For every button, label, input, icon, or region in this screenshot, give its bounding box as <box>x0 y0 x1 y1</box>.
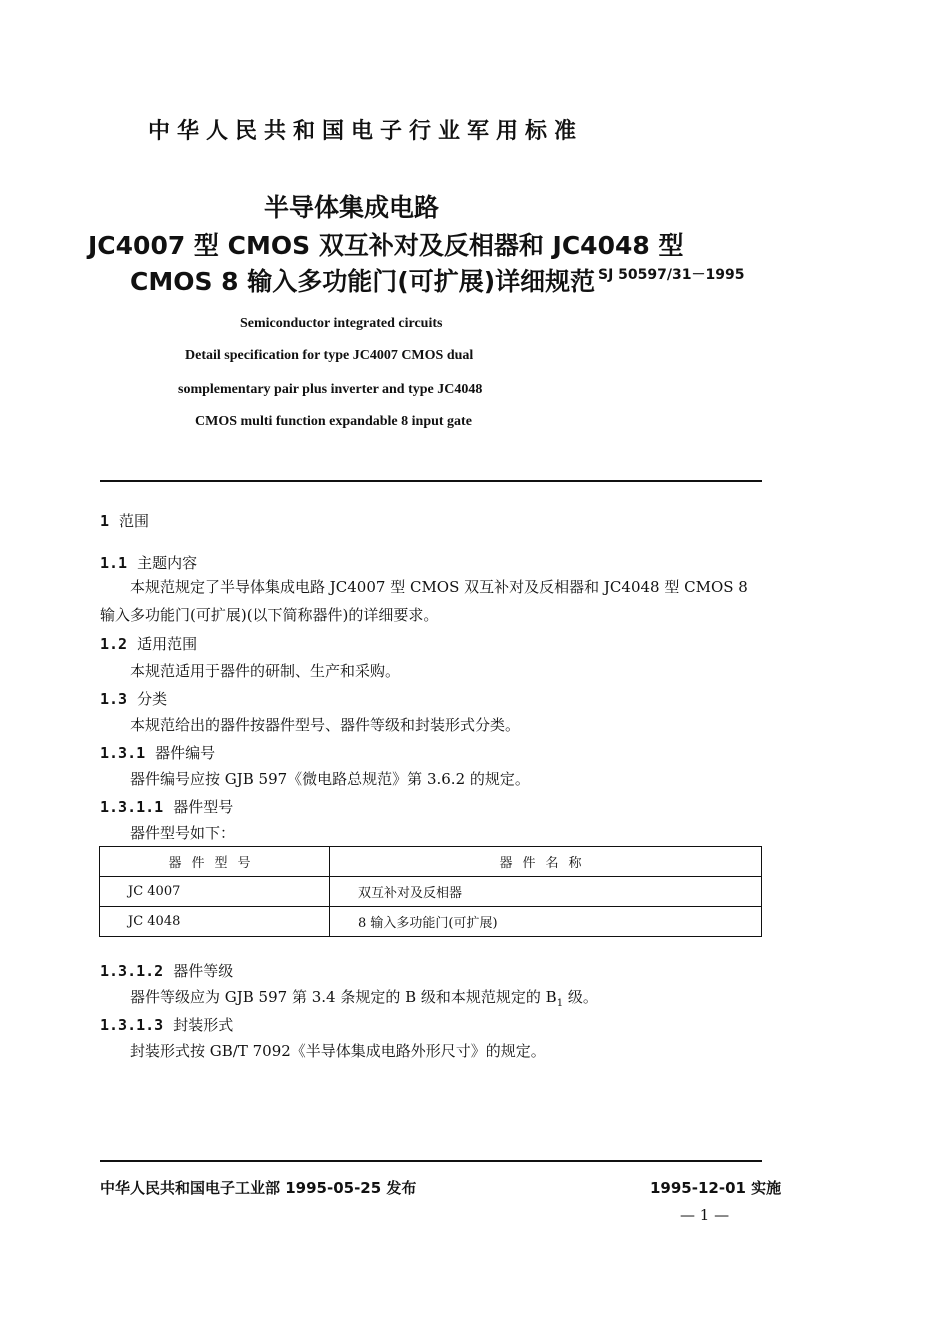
issue-date: 中华人民共和国电子工业部 1995-05-25 发布 <box>100 1179 417 1197</box>
title-en-line2: Detail specification for type JC4007 CMOS dual <box>185 348 474 363</box>
title-en-line4: CMOS multi function expandable 8 input gate <box>195 414 472 429</box>
table-cell-name: 双互补对及反相器 <box>330 877 762 907</box>
effective-date: 1995-12-01 实施 <box>650 1179 782 1197</box>
table-cell-type: JC 4007 <box>100 877 330 907</box>
title-en-line3: somplementary pair plus inverter and type JC4048 <box>178 382 483 397</box>
section-1-3-1-1-title: 器件型号 <box>173 798 234 816</box>
section-1-2-text: 本规范适用于器件的研制、生产和采购。 <box>130 662 401 680</box>
grade-text-after: 级。 <box>563 988 598 1006</box>
section-1-3-1-text: 器件编号应按 GJB 597《微电路总规范》第 3.6.2 的规定。 <box>130 770 530 788</box>
section-1-3-1-1-number: 1.3.1.1 <box>100 798 164 816</box>
table-row <box>100 877 762 907</box>
footer-divider <box>100 1160 762 1162</box>
section-1-3-1-3-text: 封装形式按 GB/T 7092《半导体集成电路外形尺寸》的规定。 <box>130 1042 546 1060</box>
table-header-name: 器件名称 <box>330 847 762 877</box>
device-type-table <box>99 846 762 937</box>
header-divider <box>100 480 762 482</box>
section-1-2-title: 适用范围 <box>137 635 198 653</box>
standard-number: SJ 50597/31－1995 <box>598 267 745 283</box>
section-1-3-1-1-text: 器件型号如下： <box>130 824 236 842</box>
section-1-title: 范围 <box>119 512 150 530</box>
table-header-type: 器件型号 <box>100 847 330 877</box>
section-1-heading <box>100 510 149 531</box>
title-cn-line3: CMOS 8 输入多功能门(可扩展)详细规范 <box>130 267 596 296</box>
section-1-3-text: 本规范给出的器件按器件型号、器件等级和封装形式分类。 <box>130 716 521 734</box>
table-cell-type: JC 4048 <box>100 907 330 937</box>
section-1-3-1-1-heading <box>100 796 233 817</box>
section-1-3-1-3-title: 封装形式 <box>173 1016 234 1034</box>
table-cell-name: 8 输入多功能门(可扩展) <box>330 907 762 937</box>
grade-text-before: 器件等级应为 GJB 597 第 3.4 条规定的 B 级和本规范规定的 B <box>130 988 557 1006</box>
section-1-3-1-3-number: 1.3.1.3 <box>100 1016 164 1034</box>
table-row <box>100 907 762 937</box>
title-en-line1: Semiconductor integrated circuits <box>240 316 443 331</box>
section-1-1-title: 主题内容 <box>137 554 198 572</box>
section-1-3-1-2-heading <box>100 960 233 981</box>
section-1-3-1-3-heading <box>100 1014 233 1035</box>
standard-category: 中华人民共和国电子行业军用标准 <box>148 119 584 144</box>
title-cn-line1: 半导体集成电路 <box>264 193 440 222</box>
table-header-row <box>100 847 762 877</box>
section-1-3-1-2-title: 器件等级 <box>173 962 234 980</box>
section-1-2-heading <box>100 633 197 654</box>
page-number: — 1 — <box>680 1206 730 1224</box>
title-cn-line2: JC4007 型 CMOS 双互补对及反相器和 JC4048 型 <box>88 231 684 260</box>
section-1-3-1-number: 1.3.1 <box>100 744 146 762</box>
section-1-3-1-heading <box>100 742 215 763</box>
section-1-3-1-2-number: 1.3.1.2 <box>100 962 164 980</box>
section-1-1-heading <box>100 552 197 573</box>
section-1-3-number: 1.3 <box>100 690 128 708</box>
grade-subscript: 1 <box>556 998 564 1009</box>
section-1-number: 1 <box>100 512 110 530</box>
section-1-3-title: 分类 <box>137 690 168 708</box>
section-1-1-text-line2: 输入多功能门(可扩展)(以下简称器件)的详细要求。 <box>100 606 439 624</box>
section-1-1-number: 1.1 <box>100 554 128 572</box>
section-1-3-1-title: 器件编号 <box>155 744 216 762</box>
section-1-3-heading <box>100 688 167 709</box>
section-1-1-text-line1: 本规范规定了半导体集成电路 JC4007 型 CMOS 双互补对及反相器和 JC4048 型 CMOS 8 <box>130 578 748 596</box>
section-1-2-number: 1.2 <box>100 635 128 653</box>
section-1-3-1-2-text <box>130 986 598 1009</box>
